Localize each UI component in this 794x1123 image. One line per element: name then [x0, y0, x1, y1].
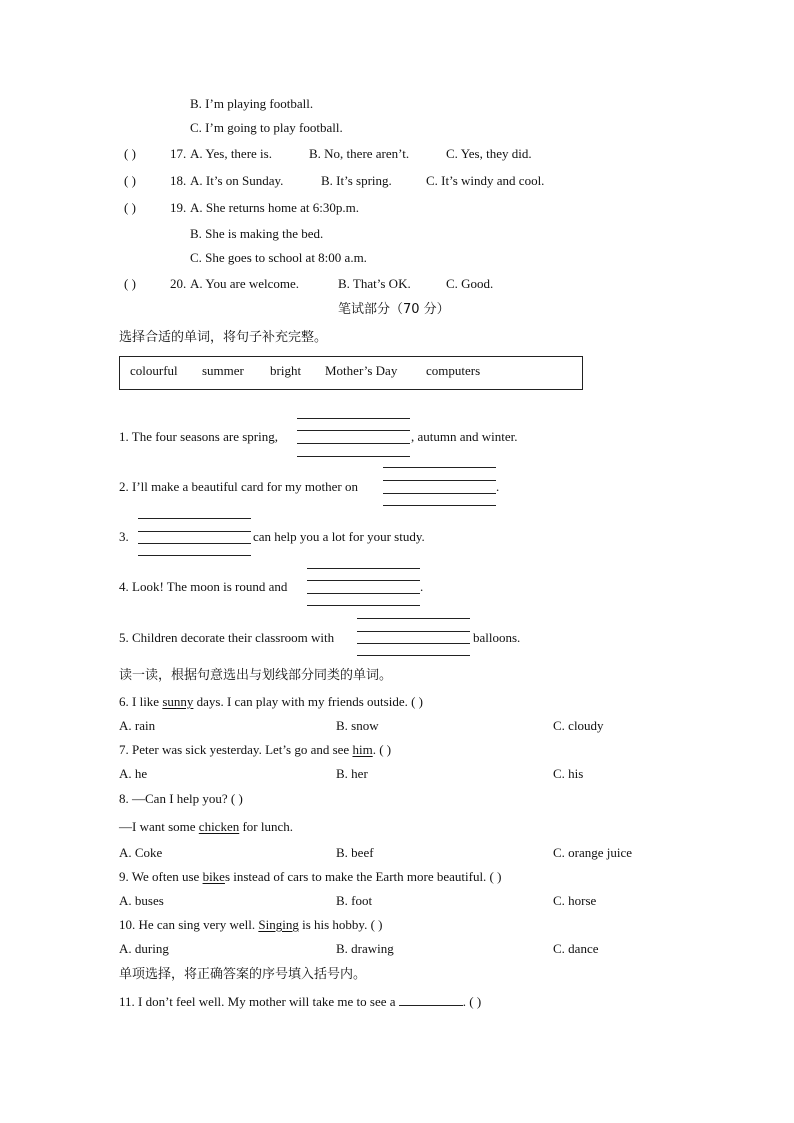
- q4-text-post: .: [420, 579, 424, 594]
- q6-text: days. I can play with my friends outside. ( ): [193, 694, 424, 709]
- answer-paren[interactable]: ( ): [124, 200, 136, 215]
- q10-text: 10. He can sing very well.: [119, 917, 259, 932]
- q7-text: . ( ): [372, 742, 392, 757]
- option-a: A. Yes, there is.: [190, 146, 272, 161]
- word-bank-item: summer: [202, 363, 244, 378]
- q9-option-a: A. buses: [119, 893, 164, 908]
- option-a: A. It’s on Sunday.: [190, 173, 284, 188]
- q10-option-a: A. during: [119, 941, 169, 956]
- blank-line: [138, 518, 251, 519]
- answer-blank[interactable]: [399, 993, 463, 1006]
- answer-blank[interactable]: [357, 643, 470, 644]
- answer-paren[interactable]: ( ): [124, 146, 136, 161]
- q8-option-c: C. orange juice: [553, 845, 633, 860]
- q10-option-c: C. dance: [553, 941, 599, 956]
- q8-option-b: B. beef: [336, 845, 374, 860]
- blank-line: [307, 568, 420, 569]
- q9-text: 9. We often use: [119, 869, 203, 884]
- q1-text-pre: 1. The four seasons are spring,: [119, 429, 278, 444]
- q7-option-c: C. his: [553, 766, 584, 781]
- option-b: B. She is making the bed.: [190, 226, 324, 241]
- q6-option-c: C. cloudy: [553, 718, 604, 733]
- option-a: A. She returns home at 6:30p.m.: [190, 200, 359, 215]
- q6-stem: [119, 694, 423, 710]
- q7-stem: [119, 742, 391, 758]
- q10-text: is his hobby. ( ): [298, 917, 383, 932]
- answer-blank[interactable]: [307, 593, 420, 594]
- q1-text-post: , autumn and winter.: [411, 429, 518, 444]
- option-c: C. She goes to school at 8:00 a.m.: [190, 250, 367, 265]
- blank-line: [138, 555, 251, 556]
- written-section-heading: 笔试部分（70 分）: [338, 302, 450, 317]
- option-b: B. It’s spring.: [321, 173, 392, 188]
- blank-line: [383, 467, 496, 468]
- word-bank-item: Mother’s Day: [325, 363, 398, 378]
- question-number: 18.: [170, 173, 187, 188]
- q8-text: —I want some: [119, 819, 199, 834]
- word-bank-item: bright: [270, 363, 302, 378]
- word-bank-box: [119, 356, 583, 390]
- q9-text: s instead of cars to make the Earth more beautiful. ( ): [224, 869, 502, 884]
- blank-line: [307, 605, 420, 606]
- q8-text: for lunch.: [239, 819, 294, 834]
- blank-line: [297, 418, 410, 419]
- q3-text-pre: 3.: [119, 529, 129, 544]
- q9-option-b: B. foot: [336, 893, 373, 908]
- q8-option-a: A. Coke: [119, 845, 163, 860]
- section2-instruction: 读一读，根据句意选出与划线部分同类的单词。: [119, 668, 393, 683]
- q11-text: . ( ): [462, 994, 482, 1009]
- blank-line: [297, 430, 410, 431]
- word-bank-item: computers: [426, 363, 481, 378]
- q6-text: 6. I like: [119, 694, 163, 709]
- blank-line: [383, 480, 496, 481]
- q3-text-post: can help you a lot for your study.: [253, 529, 425, 544]
- q10-underlined-word: Singing: [258, 917, 299, 932]
- q8-stem: 8. —Can I help you? ( ): [119, 791, 243, 806]
- option-b: B. That’s OK.: [338, 276, 411, 291]
- q10-stem: [119, 917, 382, 933]
- q7-option-a: A. he: [119, 766, 148, 781]
- section3-instruction: 单项选择，将正确答案的序号填入括号内。: [119, 967, 367, 982]
- blank-line: [357, 618, 470, 619]
- q10-option-b: B. drawing: [336, 941, 394, 956]
- answer-paren[interactable]: ( ): [124, 276, 136, 291]
- answer-paren[interactable]: ( ): [124, 173, 136, 188]
- option-a: A. You are welcome.: [190, 276, 300, 291]
- blank-line: [307, 580, 420, 581]
- q7-text: 7. Peter was sick yesterday. Let’s go and see: [119, 742, 353, 757]
- answer-blank[interactable]: [297, 443, 410, 444]
- blank-line: [383, 505, 496, 506]
- q11-text: 11. I don’t feel well. My mother will take me to see a: [119, 994, 399, 1009]
- answer-blank[interactable]: [383, 493, 496, 494]
- blank-line: [357, 655, 470, 656]
- q5-text-post: balloons.: [473, 630, 521, 645]
- blank-line: [138, 531, 251, 532]
- q7-underlined-word: him: [352, 742, 373, 757]
- question-number: 17.: [170, 146, 187, 161]
- q6-option-b: B. snow: [336, 718, 379, 733]
- answer-blank[interactable]: [138, 543, 251, 544]
- q2-text-pre: 2. I’ll make a beautiful card for my mother on: [119, 479, 358, 494]
- q8-underlined-word: chicken: [198, 819, 240, 834]
- question-number: 19.: [170, 200, 187, 215]
- q11-stem: [119, 993, 481, 1010]
- blank-line: [297, 456, 410, 457]
- q6-underlined-word: sunny: [162, 694, 194, 709]
- q5-text-pre: 5. Children decorate their classroom with: [119, 630, 335, 645]
- q8-reply: [119, 819, 293, 835]
- q16-option-b: B. I’m playing football.: [190, 96, 314, 111]
- q7-option-b: B. her: [336, 766, 368, 781]
- option-c: C. It’s windy and cool.: [426, 173, 545, 188]
- blank-line: [357, 631, 470, 632]
- q16-option-c: C. I’m going to play football.: [190, 120, 343, 135]
- q9-option-c: C. horse: [553, 893, 597, 908]
- option-c: C. Yes, they did.: [446, 146, 532, 161]
- q2-text-post: .: [496, 479, 500, 494]
- q6-option-a: A. rain: [119, 718, 156, 733]
- section1-instruction: 选择合适的单词，将句子补充完整。: [119, 330, 328, 345]
- option-b: B. No, there aren’t.: [309, 146, 410, 161]
- q9-underlined-word: bike: [202, 869, 225, 884]
- q4-text-pre: 4. Look! The moon is round and: [119, 579, 288, 594]
- option-c: C. Good.: [446, 276, 494, 291]
- word-bank-item: colourful: [130, 363, 178, 378]
- question-number: 20.: [170, 276, 187, 291]
- q9-stem: [119, 869, 501, 885]
